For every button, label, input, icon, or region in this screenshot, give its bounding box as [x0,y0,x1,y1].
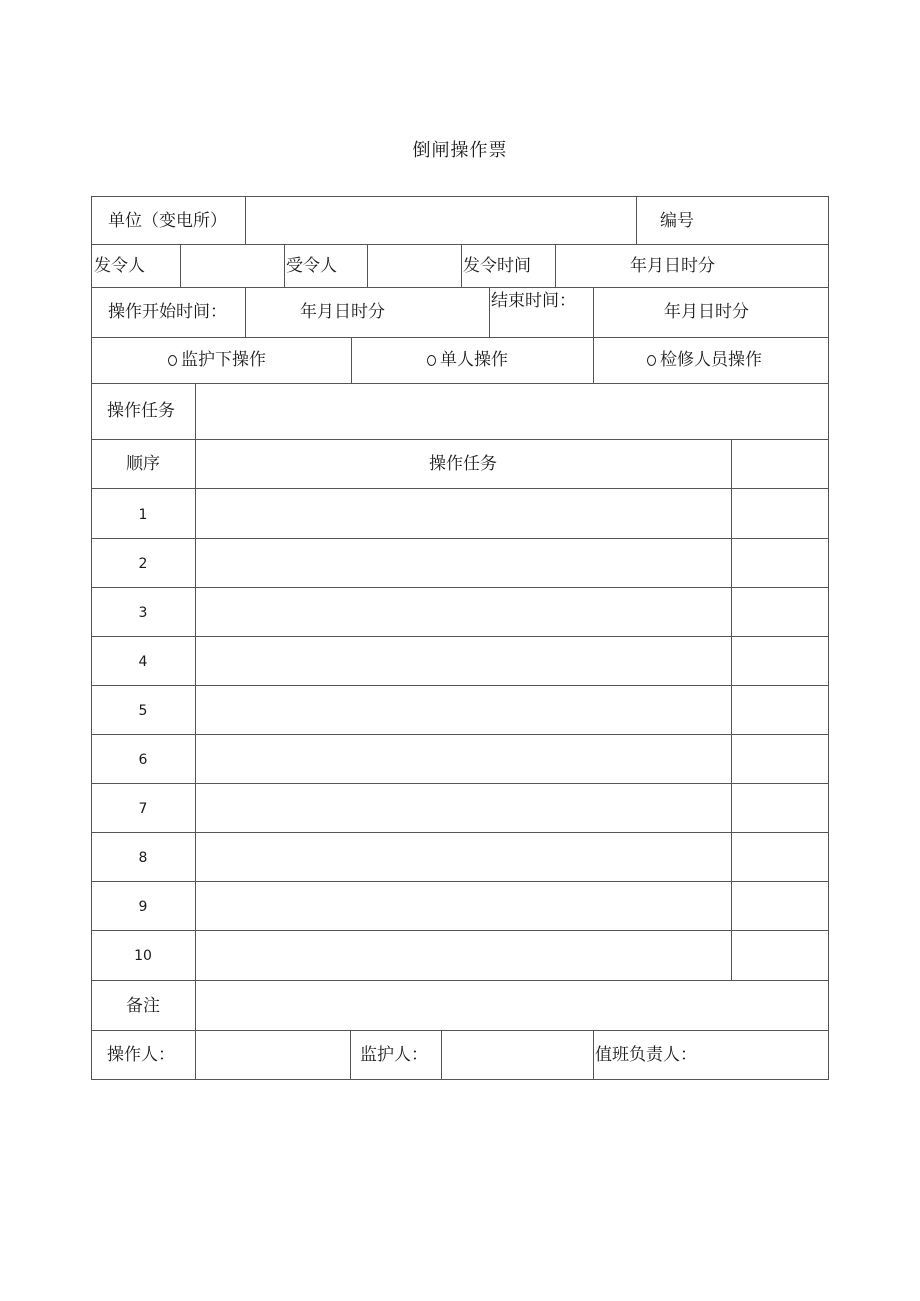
col-divider [461,244,462,287]
row-number: 7 [138,801,148,817]
task-header: 操作任务 [429,454,497,474]
col-divider [636,197,637,244]
mode-option-label: 监护下操作 [181,350,266,370]
row-number: 6 [138,752,148,768]
mode-option-label: 检修人员操作 [660,350,762,370]
mode-option-single[interactable] [427,352,508,369]
radio-circle-icon [647,355,656,366]
end-time-label: 结束时间： [491,291,576,311]
start-time-value: 年月日时分 [300,302,385,322]
row-divider [92,538,828,539]
order-header: 顺序 [126,454,160,474]
row-divider [92,383,828,384]
col-divider [350,1030,351,1080]
row-divider [92,488,828,489]
row-divider [92,1030,828,1031]
operator-label: 操作人： [107,1045,175,1065]
col-divider [593,337,594,383]
row-number: 2 [138,556,148,572]
mode-option-maintenance[interactable] [647,352,762,369]
col-divider [195,383,196,1080]
receiver-label: 受令人 [286,256,337,276]
row-number: 8 [138,850,148,866]
radio-circle-icon [168,355,177,366]
row-number: 4 [138,654,148,670]
unit-label: 单位（变电所） [108,211,227,231]
row-divider [92,287,828,288]
issuer-label: 发令人 [94,256,145,276]
issue-time-value: 年月日时分 [630,256,715,276]
col-divider [441,1030,442,1080]
row-divider [92,832,828,833]
row-divider [92,439,828,440]
col-divider [351,337,352,383]
row-divider [92,685,828,686]
col-divider [555,244,556,287]
col-divider [367,244,368,287]
row-divider [92,337,828,338]
row-number: 3 [138,605,148,621]
row-divider [92,244,828,245]
col-divider [593,287,594,337]
row-divider [92,930,828,931]
col-divider [489,287,490,337]
col-divider [284,244,285,287]
col-divider [245,197,246,244]
row-divider [92,734,828,735]
row-divider [92,783,828,784]
duty-leader-label: 值班负责人： [595,1045,697,1065]
remarks-label: 备注 [126,996,160,1016]
row-number: 5 [138,703,148,719]
col-divider [180,244,181,287]
row-number: 1 [138,507,148,523]
form-title: 倒闸操作票 [412,140,508,161]
col-divider [245,287,246,337]
number-label: 编号 [660,211,694,231]
task-label: 操作任务 [107,401,175,421]
mode-option-supervised[interactable] [168,352,266,369]
operation-ticket-form [91,196,829,1080]
row-number: 10 [134,948,152,964]
end-time-value: 年月日时分 [664,302,749,322]
row-divider [92,980,828,981]
mode-option-label: 单人操作 [440,350,508,370]
row-divider [92,636,828,637]
issue-time-label: 发令时间 [463,256,531,276]
row-number: 9 [138,899,148,915]
col-divider [731,439,732,980]
start-time-label: 操作开始时间： [108,302,227,322]
supervisor-label: 监护人： [360,1045,428,1065]
col-divider [593,1030,594,1080]
radio-circle-icon [427,355,436,366]
row-divider [92,587,828,588]
row-divider [92,881,828,882]
